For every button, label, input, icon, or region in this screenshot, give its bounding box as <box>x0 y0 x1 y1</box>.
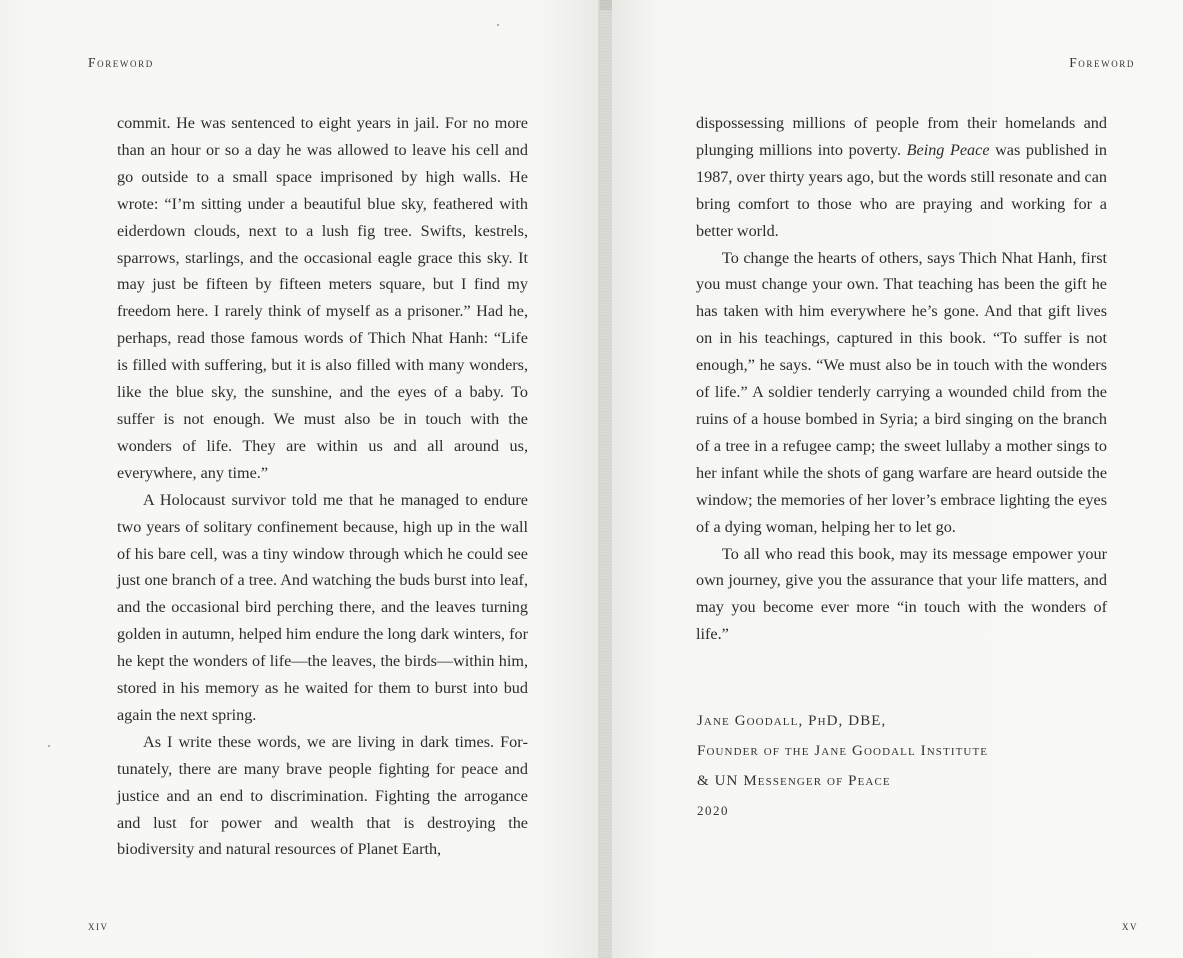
left-paragraph-2: A Holocaust survivor told me that he managed to endure two years of solitary confinement because, high up in the wall of his bare cell, was a tiny window through which he could see just one branch of a tree. And watching the buds burst into leaf, and the occasional bird perching there, and the leaves turning golden in autumn, helped him endure the long dark winters, for he kept the wonders of life—the leaves, the birds—within him, stored in his memory as he waited for them to burst into bud again the next spring. <box>117 490 528 724</box>
scan-speck <box>497 24 499 26</box>
left-body-text <box>117 110 528 863</box>
scan-speck <box>48 745 50 747</box>
author-title: Founder of the Jane Goodall Institute <box>697 743 989 759</box>
right-paragraph-1-part-b: was published in 1987, over thirty years ago, but the words still resonate and can bring comfort to those who are praying and working for a better world. <box>696 140 1107 240</box>
right-paragraph-1 <box>696 110 1107 245</box>
left-paragraph-3: As I write these words, we are living in dark times. Fortunately, there are many brave people fighting for peace and justice and an end to discrimination. Fighting the arrogance and lust for power and wealth that is destroying the biodiversity and natural resources of Planet Earth, <box>117 732 528 859</box>
left-paragraph-1: commit. He was sentenced to eight years in jail. For no more than an hour or so a day he was allowed to leave his cell and go outside to a small space imprisoned by high walls. He wrote: “I’m sitting under a beautiful blue sky, feathered with eiderdown clouds, next to a lush fig tree. Swifts, kestrels, sparrows, starlings, and the occasional eagle grace this sky. It may just be fifteen by fifteen meters square, but I find my freedom here. I rarely think of myself as a prisoner.” Had he, perhaps, read those famous words of Thich Nhat Hanh: “Life is filled with suffering, but it is also filled with many wonders, like the blue sky, the sunshine, and the eyes of a baby. To suffer is not enough. We must also be in touch with the wonders of life. They are within us and all around us, everywhere, any time.” <box>117 114 528 482</box>
signature-year: 2020 <box>697 803 729 818</box>
right-paragraph-3: To all who read this book, may its message empower your own journey, give you the assurance that your life matters, and may you become ever more “in touch with the wonders of life.” <box>696 544 1107 644</box>
right-running-head: Foreword <box>1069 55 1135 70</box>
author-role: & UN Messenger of Peace <box>697 773 891 789</box>
right-paragraph-2: To change the hearts of others, says Thich Nhat Hanh, first you must change your own. That teaching has been the gift he has taken with him everywhere he’s gone. And that gift lives on in his teachings, captured in this book. “To suffer is not enough,” he says. “We must also be in touch with the wonders of life.” A soldier tenderly carrying a wounded child from the ruins of a house bombed in Syria; a bird singing on the branch of a tree in a refugee camp; the sweet lullaby a mother sings to her infant while the shots of gang warfare are heard outside the window; the memories of her lover’s embrace lighting the eyes of a dying woman, helping her to let go. <box>696 248 1107 536</box>
right-page-number: xv <box>1122 918 1138 933</box>
author-signature-block <box>697 706 1117 826</box>
right-page <box>612 0 1183 958</box>
right-body-text <box>696 110 1107 648</box>
right-paragraph-1-part-a: dispossessing millions of people from their homelands and plunging millions into poverty. <box>696 114 1107 159</box>
left-page-number: xiv <box>88 918 109 933</box>
left-running-head: Foreword <box>88 55 154 70</box>
author-name: Jane Goodall, PhD, DBE, <box>697 713 887 729</box>
book-title: Being Peace <box>906 140 990 159</box>
